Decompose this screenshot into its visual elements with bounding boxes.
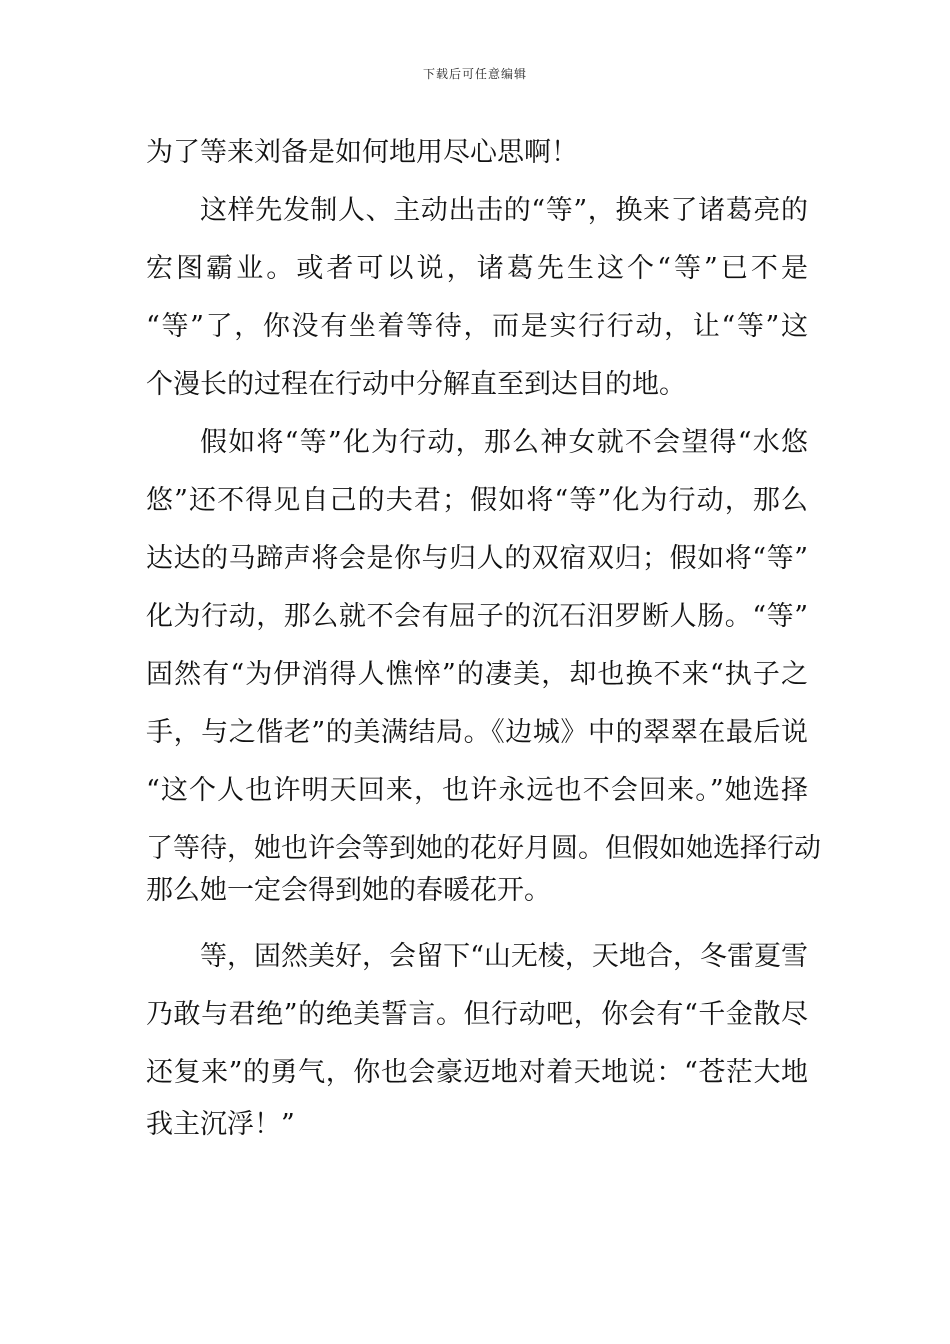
text-line: 悠”还不得见自己的夫君；假如将“等”化为行动，那么 <box>146 485 808 516</box>
text-line: “等”了，你没有坐着等待，而是实行行动，让“等”这 <box>146 311 808 342</box>
paragraph-start-line: 这样先发制人、主动出击的“等”，换来了诸葛亮的 <box>200 195 808 226</box>
text-line: 了等待，她也许会等到她的花好月圆。但假如她选择行动 <box>146 833 821 864</box>
text-line: 宏图霸业。或者可以说，诸葛先生这个“等”已不是 <box>146 253 808 284</box>
text-line: 那么她一定会得到她的春暖花开。 <box>146 875 551 906</box>
text-line: 固然有“为伊消得人憔悴”的凄美，却也换不来“执子之 <box>146 659 808 690</box>
text-line: 乃敢与君绝”的绝美誓言。但行动吧，你会有“千金散尽 <box>146 999 808 1030</box>
paragraph-start-line: 等，固然美好，会留下“山无棱，天地合，冬雷夏雪 <box>200 941 808 972</box>
page-header: 下载后可任意编辑 <box>422 67 527 81</box>
paragraph-start-line: 假如将“等”化为行动，那么神女就不会望得“水悠 <box>200 427 808 458</box>
text-line: 手，与之偕老”的美满结局。《边城》中的翠翠在最后说 <box>146 717 808 748</box>
text-line: “这个人也许明天回来，也许永远也不会回来。”她选择 <box>146 775 808 806</box>
text-line: 为了等来刘备是如何地用尽心思啊！ <box>146 137 578 168</box>
text-line: 个漫长的过程在行动中分解直至到达目的地。 <box>146 369 686 400</box>
text-line: 我主沉浮！” <box>146 1109 295 1140</box>
text-line: 达达的马蹄声将会是你与归人的双宿双归；假如将“等” <box>146 543 808 574</box>
text-line: 还复来”的勇气，你也会豪迈地对着天地说：“苍茫大地 <box>146 1057 808 1088</box>
text-line: 化为行动，那么就不会有屈子的沉石汨罗断人肠。“等” <box>146 601 808 632</box>
